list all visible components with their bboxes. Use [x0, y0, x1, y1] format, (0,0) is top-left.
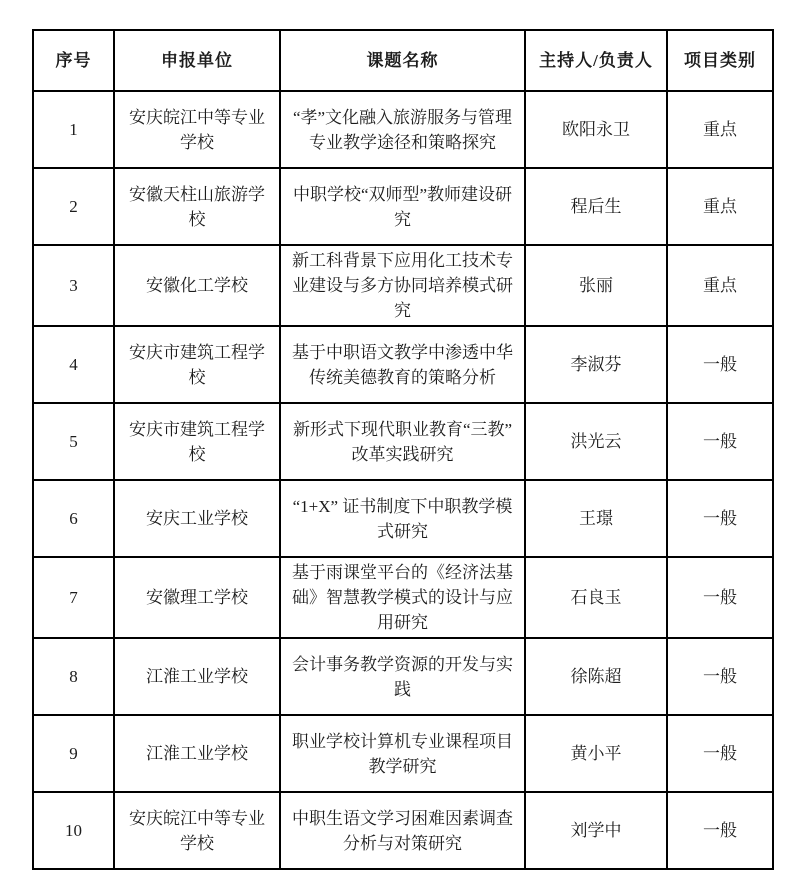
table-row	[33, 91, 773, 168]
cell-title: 基于雨课堂平台的《经济法基础》智慧教学模式的设计与应用研究	[280, 557, 525, 638]
cell-title: 中职生语文学习困难因素调查分析与对策研究	[280, 792, 525, 869]
cell-leader: 刘学中	[525, 792, 667, 869]
cell-no: 7	[33, 557, 114, 638]
cell-unit: 江淮工业学校	[114, 715, 280, 792]
cell-no: 3	[33, 245, 114, 326]
cell-leader: 王璟	[525, 480, 667, 557]
cell-title: 职业学校计算机专业课程项目教学研究	[280, 715, 525, 792]
cell-category: 一般	[667, 326, 773, 403]
cell-category: 一般	[667, 792, 773, 869]
cell-category: 一般	[667, 715, 773, 792]
cell-title: “孝”文化融入旅游服务与管理专业教学途径和策略探究	[280, 91, 525, 168]
col-header-category: 项目类别	[667, 30, 773, 91]
cell-no: 6	[33, 480, 114, 557]
cell-category: 重点	[667, 245, 773, 326]
cell-no: 8	[33, 638, 114, 715]
cell-unit: 安徽理工学校	[114, 557, 280, 638]
cell-no: 4	[33, 326, 114, 403]
cell-no: 5	[33, 403, 114, 480]
table-row	[33, 168, 773, 245]
col-header-unit: 申报单位	[114, 30, 280, 91]
cell-unit: 安徽天柱山旅游学校	[114, 168, 280, 245]
table-row	[33, 792, 773, 869]
col-header-title: 课题名称	[280, 30, 525, 91]
table-row	[33, 326, 773, 403]
cell-unit: 江淮工业学校	[114, 638, 280, 715]
cell-leader: 欧阳永卫	[525, 91, 667, 168]
cell-unit: 安庆市建筑工程学校	[114, 403, 280, 480]
table-row	[33, 638, 773, 715]
cell-no: 10	[33, 792, 114, 869]
col-header-leader: 主持人/负责人	[525, 30, 667, 91]
cell-category: 一般	[667, 403, 773, 480]
cell-unit: 安庆皖江中等专业学校	[114, 91, 280, 168]
cell-leader: 黄小平	[525, 715, 667, 792]
cell-category: 重点	[667, 91, 773, 168]
cell-leader: 张丽	[525, 245, 667, 326]
projects-table	[32, 29, 774, 870]
table-row	[33, 715, 773, 792]
cell-no: 9	[33, 715, 114, 792]
table-body	[33, 91, 773, 869]
cell-leader: 洪光云	[525, 403, 667, 480]
table-row	[33, 480, 773, 557]
cell-no: 2	[33, 168, 114, 245]
table-row	[33, 557, 773, 638]
cell-title: “1+X” 证书制度下中职教学模式研究	[280, 480, 525, 557]
cell-no: 1	[33, 91, 114, 168]
cell-unit: 安庆市建筑工程学校	[114, 326, 280, 403]
table-row	[33, 245, 773, 326]
cell-category: 一般	[667, 638, 773, 715]
cell-leader: 徐陈超	[525, 638, 667, 715]
cell-leader: 李淑芬	[525, 326, 667, 403]
cell-category: 一般	[667, 557, 773, 638]
table-row	[33, 403, 773, 480]
cell-title: 新形式下现代职业教育“三教” 改革实践研究	[280, 403, 525, 480]
cell-title: 会计事务教学资源的开发与实践	[280, 638, 525, 715]
header-row	[33, 30, 773, 91]
cell-unit: 安庆皖江中等专业学校	[114, 792, 280, 869]
cell-unit: 安徽化工学校	[114, 245, 280, 326]
cell-title: 新工科背景下应用化工技术专业建设与多方协同培养模式研究	[280, 245, 525, 326]
table-header	[33, 30, 773, 91]
cell-leader: 石良玉	[525, 557, 667, 638]
cell-leader: 程后生	[525, 168, 667, 245]
cell-title: 中职学校“双师型”教师建设研究	[280, 168, 525, 245]
cell-category: 重点	[667, 168, 773, 245]
cell-category: 一般	[667, 480, 773, 557]
col-header-no: 序号	[33, 30, 114, 91]
cell-unit: 安庆工业学校	[114, 480, 280, 557]
cell-title: 基于中职语文教学中渗透中华传统美德教育的策略分析	[280, 326, 525, 403]
